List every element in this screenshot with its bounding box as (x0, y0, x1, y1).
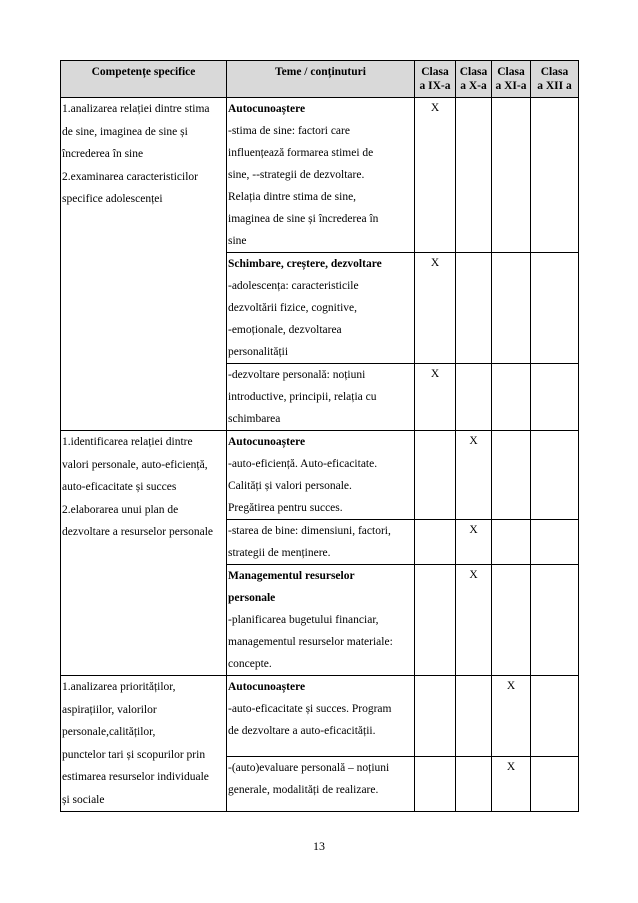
tema-line: sine, --strategii de dezvoltare. (228, 169, 365, 181)
header-clasa-11-line1: Clasa (497, 66, 525, 78)
tema-line: Pregătirea pentru succes. (228, 502, 343, 514)
clasa-9-mark-cell (415, 676, 456, 757)
tema-line: -auto-eficiență. Auto-eficacitate. (228, 458, 378, 470)
clasa-10-mark-cell (456, 98, 492, 253)
clasa-10-mark-cell: X (456, 565, 492, 676)
header-clasa-12-line1: Clasa (540, 66, 569, 78)
competente-cell (61, 431, 227, 676)
competenta-line: specifice adolescenței (62, 193, 163, 205)
header-clasa-12-line2: a XII a (537, 80, 572, 92)
header-clasa-9 (415, 61, 456, 98)
tema-line: dezvoltării fizice, cognitive, (228, 302, 357, 314)
tema-line: introductive, principii, relația cu (228, 391, 377, 403)
clasa-10-mark-cell: X (456, 431, 492, 520)
clasa-11-mark-cell (492, 98, 531, 253)
competenta-line: dezvoltare a resurselor personale (62, 526, 214, 538)
competenta-line: 2.elaborarea unui plan de (62, 503, 179, 516)
header-clasa-9-line2: a IX-a (419, 80, 451, 92)
clasa-12-mark-cell (531, 98, 579, 253)
tema-line: -dezvoltare personală: noțiuni (228, 369, 366, 381)
header-clasa-12 (531, 61, 579, 98)
clasa-9-mark-cell (415, 431, 456, 520)
competenta-line: 1.analizarea relației dintre stima (62, 103, 210, 115)
clasa-11-mark-cell (492, 431, 531, 520)
tema-title: Schimbare, creștere, dezvoltare (228, 258, 382, 270)
clasa-12-mark-cell (531, 757, 579, 812)
competenta-line: valori personale, auto-eficiență, (62, 458, 208, 471)
tema-line: managementul resurselor materiale: (228, 636, 393, 648)
tema-line: concepte. (228, 658, 272, 670)
clasa-9-mark-cell (415, 520, 456, 565)
page-number: 13 (313, 839, 325, 853)
competenta-line: 1.identificarea relației dintre (62, 436, 193, 448)
competenta-line: punctelor tari și scopurilor prin (62, 748, 206, 761)
tema-line: Calități și valori personale. (228, 480, 352, 492)
clasa-11-mark-cell (492, 565, 531, 676)
tema-title: Autocunoaștere (228, 436, 306, 448)
clasa-10-mark-cell (456, 757, 492, 812)
clasa-9-mark-cell: X (415, 253, 456, 364)
curriculum-table (60, 60, 579, 812)
competenta-line: 1.analizarea priorităților, (62, 681, 176, 693)
clasa-9-mark-cell: X (415, 364, 456, 431)
competenta-line: de sine, imaginea de sine și (62, 125, 188, 138)
competente-cell (61, 98, 227, 431)
clasa-12-mark-cell (531, 364, 579, 431)
competenta-line: personale,calităților, (62, 726, 156, 738)
tema-title: Managementul resurselor (228, 570, 355, 582)
table-body (61, 98, 579, 812)
competenta-line: aspirațiilor, valorilor (62, 703, 157, 716)
clasa-12-mark-cell (531, 565, 579, 676)
tema-line: strategii de menținere. (228, 547, 331, 559)
clasa-10-mark-cell (456, 676, 492, 757)
competente-cell (61, 676, 227, 812)
tema-line: personalității (228, 346, 289, 358)
tema-cell (227, 757, 415, 812)
clasa-10-mark-cell (456, 364, 492, 431)
competenta-line: 2.examinarea caracteristicilor (62, 170, 199, 183)
tema-title: Autocunoaștere (228, 103, 306, 115)
tema-cell (227, 98, 415, 253)
tema-cell (227, 253, 415, 364)
table-header-row (61, 61, 579, 98)
tema-line: schimbarea (228, 413, 281, 425)
tema-line: Relația dintre stima de sine, (228, 191, 357, 203)
clasa-11-mark-cell: X (492, 757, 531, 812)
tema-cell (227, 676, 415, 757)
table-row (61, 431, 579, 520)
tema-line: -planificarea bugetului financiar, (228, 614, 379, 626)
clasa-9-mark-cell (415, 757, 456, 812)
clasa-12-mark-cell (531, 520, 579, 565)
tema-line: -starea de bine: dimensiuni, factori, (228, 525, 391, 537)
clasa-12-mark-cell (531, 253, 579, 364)
header-clasa-10 (456, 61, 492, 98)
tema-line: -stima de sine: factori care (228, 125, 350, 137)
header-clasa-11-line2: a XI-a (495, 80, 527, 92)
competenta-line: încrederea în sine (62, 148, 144, 160)
competenta-line: estimarea resurselor individuale (62, 771, 209, 783)
tema-cell (227, 520, 415, 565)
header-competente: Competențe specifice (61, 61, 227, 98)
header-clasa-9-line1: Clasa (421, 66, 449, 78)
clasa-9-mark-cell (415, 565, 456, 676)
clasa-10-mark-cell: X (456, 520, 492, 565)
clasa-11-mark-cell (492, 253, 531, 364)
clasa-12-mark-cell (531, 431, 579, 520)
header-clasa-10-line2: a X-a (460, 80, 487, 92)
tema-line: sine (228, 235, 247, 247)
clasa-11-mark-cell (492, 364, 531, 431)
clasa-11-mark-cell (492, 520, 531, 565)
competenta-line: auto-eficacitate și succes (62, 481, 177, 493)
table-row (61, 676, 579, 757)
header-clasa-10-line1: Clasa (459, 66, 488, 78)
header-teme: Teme / conținuturi (227, 61, 415, 98)
tema-line: de dezvoltare a auto-eficacității. (228, 725, 376, 737)
tema-line: generale, modalități de realizare. (228, 784, 379, 797)
tema-line: -emoționale, dezvoltarea (228, 324, 342, 336)
header-clasa-11 (492, 61, 531, 98)
tema-cell (227, 565, 415, 676)
tema-line: -adolescența: caracteristicile (228, 280, 359, 292)
tema-line: -auto-eficacitate și succes. Program (228, 703, 392, 715)
tema-line: influențează formarea stimei de (228, 147, 374, 159)
clasa-10-mark-cell (456, 253, 492, 364)
tema-cell (227, 431, 415, 520)
table-row (61, 98, 579, 253)
tema-title: personale (228, 592, 276, 604)
tema-line: imaginea de sine și încrederea în (228, 213, 379, 225)
tema-cell (227, 364, 415, 431)
tema-line: -(auto)evaluare personală – noțiuni (228, 762, 390, 775)
clasa-9-mark-cell: X (415, 98, 456, 253)
tema-title: Autocunoaștere (228, 681, 306, 693)
clasa-11-mark-cell: X (492, 676, 531, 757)
clasa-12-mark-cell (531, 676, 579, 757)
competenta-line: și sociale (62, 793, 105, 806)
